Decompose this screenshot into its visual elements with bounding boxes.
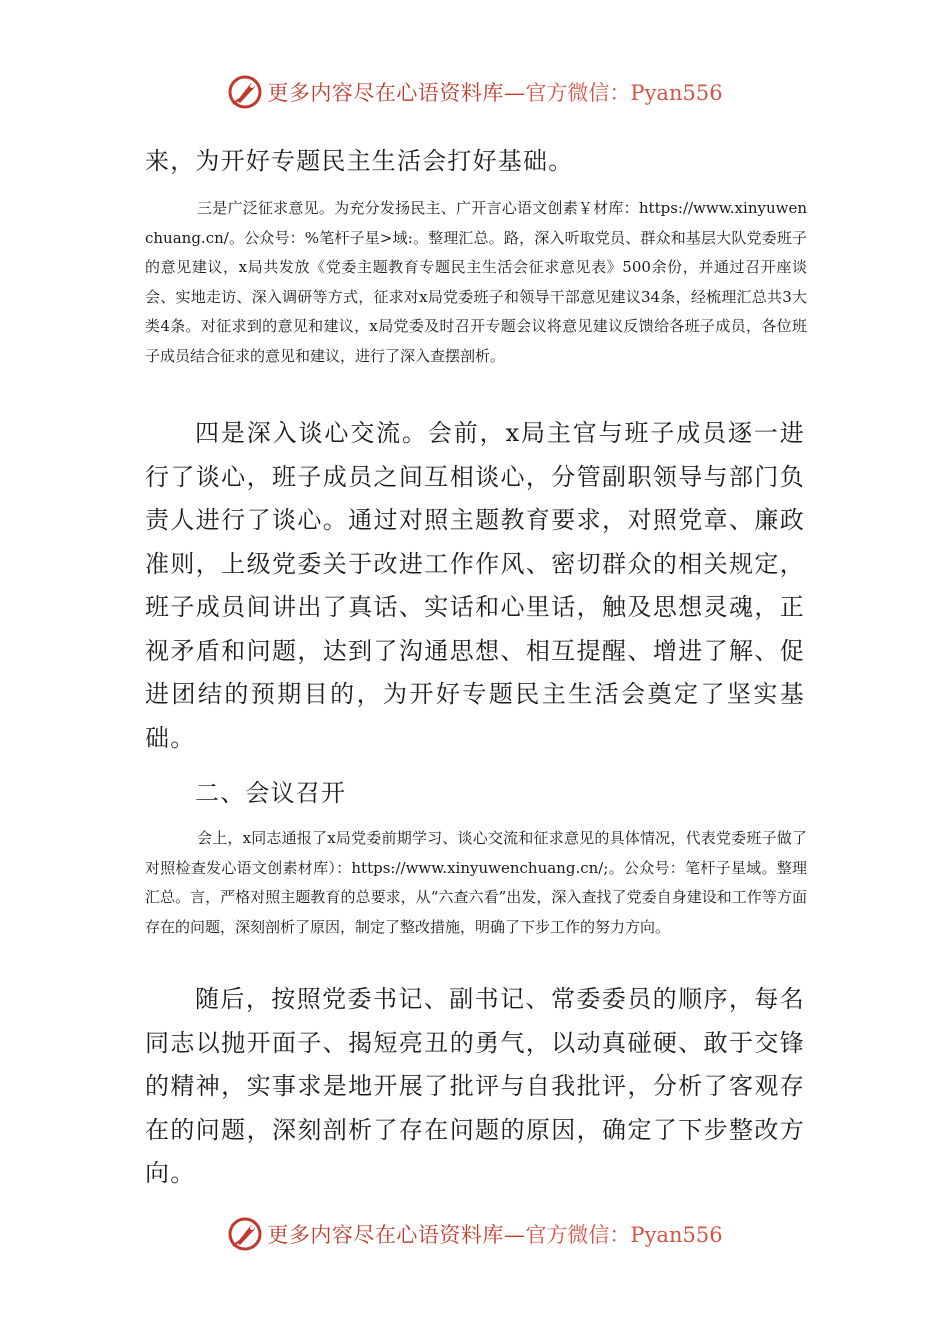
pen-nib-logo-icon	[227, 74, 263, 110]
paragraph-small-opinions: 三是广泛征求意见。为充分发扬民主、广开言心语文创素￥材库：https://www.xinyuwenchuang.cn/。公众号：%笔杆子星>域:。整理汇总。路，深入听取党员、群众和基层大队党委班子的意见建议，x局共发放《党委主题教育专题民主生活会征求意见表》500余份，并通过召开座谈会、实地走访、深入调研等方式，征求对x局党委班子和领导干部意见建议34条，经梳理汇总共3大类4条。对征求到的意见和建议，x局党委及时召开专题会议将意见建议反馈给各班子成员，各位班子成员结合征求的意见和建议，进行了深入查摆剖析。	[145, 199, 807, 365]
pen-nib-logo-icon	[227, 1216, 263, 1252]
paragraph-continuation: 来，为开好专题民主生活会打好基础。	[145, 147, 574, 175]
paragraph-small-meeting: 会上，x同志通报了x局党委前期学习、谈心交流和征求意见的具体情况，代表党委班子做了对照检查发心语文创素材库）：https://www.xinyuwenchuang.cn/;。公众号：笔杆子星域。整理汇总。言，严格对照主题教育的总要求，从“六查六看”出发，深入查找了党委自身建设和工作等方面存在的问题，深刻剖析了原因，制定了整改措施，明确了下步工作的努力方向。	[145, 829, 807, 936]
banner-contact: 官方微信：Pyan556	[525, 81, 723, 105]
paragraph-heart-to-heart: 四是深入谈心交流。会前，x局主官与班子成员逐一进行了谈心，班子成员之间互相谈心，分管副职领导与部门负责人进行了谈心。通过对照主题教育要求，对照党章、廉政准则，上级党委关于改进工作作风、密切群众的相关规定，班子成员间讲出了真话、实话和心里话，触及思想灵魂，正视矛盾和问题，达到了沟通思想、相互提醒、增进了解、促进团结的预期目的，为开好专题民主生活会奠定了坚实基础。	[145, 419, 805, 752]
banner-text: 更多内容尽在心语资料库—	[267, 81, 526, 105]
section-heading: 二、会议召开	[195, 779, 347, 807]
paragraph-criticism: 随后，按照党委书记、副书记、常委委员的顺序，每名同志以抛开面子、揭短亮丑的勇气，以动真碰硬、敢于交锋的精神，实事求是地开展了批评与自我批评，分析了客观存在的问题，深刻剖析了存在问题的原因，确定了下步整改方向。	[145, 985, 805, 1187]
header-banner	[0, 70, 950, 114]
banner-text: 更多内容尽在心语资料库—	[267, 1223, 526, 1247]
footer-banner	[0, 1212, 950, 1256]
banner-contact: 官方微信：Pyan556	[525, 1223, 723, 1247]
